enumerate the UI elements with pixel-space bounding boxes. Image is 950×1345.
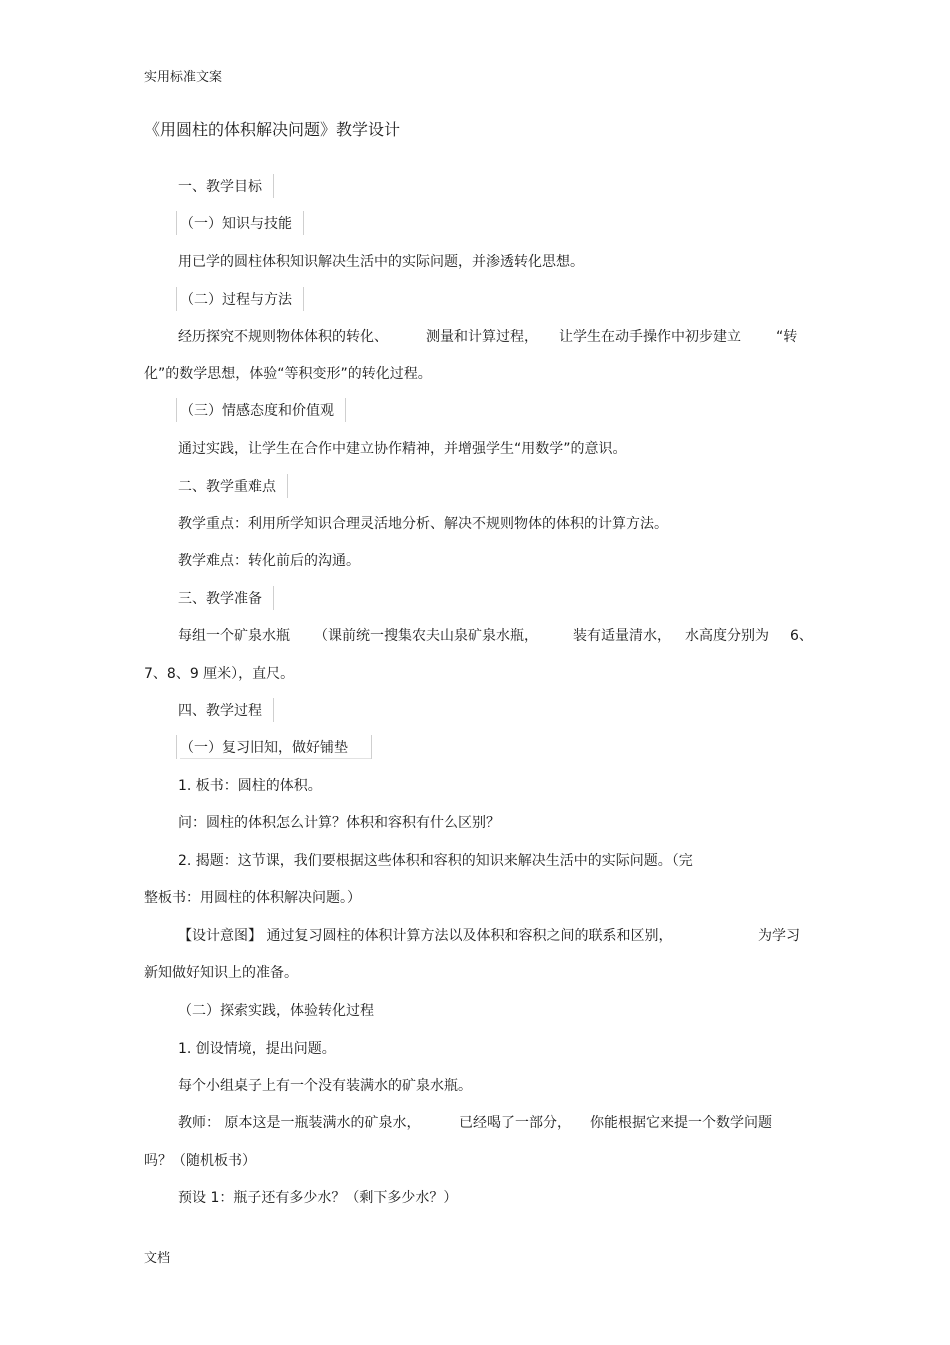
section-heading-process: 四、教学过程 bbox=[178, 701, 274, 721]
subheading-process-methods: （二）过程与方法 bbox=[180, 290, 304, 310]
section-heading-goals: 一、教学目标 bbox=[178, 177, 274, 197]
page-footer: 文档 bbox=[144, 1251, 171, 1266]
paragraph-process-a: 经历探究不规则物体体积的转化、 bbox=[178, 329, 388, 345]
subheading-attitude-values: （三）情感态度和价值观 bbox=[180, 401, 346, 421]
paragraph-key-point: 教学重点：利用所学知识合理灵活地分析、解决不规则物体的体积的计算方法。 bbox=[178, 516, 668, 532]
paragraph-preparation-f: 7、8、9 厘米），直尺。 bbox=[144, 666, 295, 682]
paragraph-teacher-d: 吗？（随机板书） bbox=[144, 1153, 256, 1169]
list-item-create-scenario: 1. 创设情境，提出问题。 bbox=[178, 1041, 336, 1057]
page-header: 实用标准文案 bbox=[144, 70, 223, 85]
subheading-explore: （二）探索实践，体验转化过程 bbox=[178, 1003, 374, 1019]
section-heading-key-difficult: 二、教学重难点 bbox=[178, 477, 288, 497]
paragraph-knowledge-skills: 用已学的圆柱体积知识解决生活中的实际问题，并渗透转化思想。 bbox=[178, 254, 584, 270]
paragraph-preparation-a: 每组一个矿泉水瓶 bbox=[178, 628, 290, 644]
paragraph-preparation-d: 水高度分别为 bbox=[685, 628, 769, 644]
paragraph-teacher-c: 你能根据它来提一个数学问题 bbox=[590, 1115, 772, 1131]
paragraph-process-e: 化”的数学思想，体验“等积变形”的转化过程。 bbox=[144, 366, 432, 382]
paragraph-teacher-b: 已经喝了一部分， bbox=[459, 1115, 571, 1131]
paragraph-question: 问：圆柱的体积怎么计算？体积和容积有什么区别？ bbox=[178, 815, 500, 831]
subheading-knowledge-skills: （一）知识与技能 bbox=[180, 214, 304, 234]
paragraph-difficult-point: 教学难点：转化前后的沟通。 bbox=[178, 553, 360, 569]
paragraph-teacher-a: 教师： 原本这是一瓶装满水的矿泉水， bbox=[178, 1115, 421, 1131]
paragraph-attitude-values: 通过实践，让学生在合作中建立协作精神，并增强学生“用数学”的意识。 bbox=[178, 441, 627, 457]
subheading-review: （一）复习旧知，做好铺垫 bbox=[180, 738, 372, 759]
document-title: 《用圆柱的体积解决问题》教学设计 bbox=[144, 120, 401, 139]
paragraph-preparation-b: （课前统一搜集农夫山泉矿泉水瓶， bbox=[314, 628, 538, 644]
paragraph-preparation-e: 6、 bbox=[790, 628, 813, 644]
paragraph-bottle: 每个小组桌子上有一个没有装满水的矿泉水瓶。 bbox=[178, 1078, 472, 1094]
list-item-reveal-topic-b: 整板书：用圆柱的体积解决问题。） bbox=[144, 890, 361, 906]
paragraph-process-d: “转 bbox=[776, 329, 798, 345]
paragraph-design-intent-c: 新知做好知识上的准备。 bbox=[144, 965, 298, 981]
list-item-reveal-topic-a: 2. 揭题：这节课，我们要根据这些体积和容积的知识来解决生活中的实际问题。（完 bbox=[178, 853, 693, 869]
paragraph-process-b: 测量和计算过程， bbox=[426, 329, 538, 345]
section-heading-preparation: 三、教学准备 bbox=[178, 589, 274, 609]
paragraph-process-c: 让学生在动手操作中初步建立 bbox=[559, 329, 741, 345]
paragraph-preset-1: 预设 1：瓶子还有多少水？（剩下多少水？） bbox=[178, 1190, 458, 1206]
paragraph-preparation-c: 装有适量清水， bbox=[573, 628, 671, 644]
paragraph-design-intent-a: 【设计意图】 通过复习圆柱的体积计算方法以及体积和容积之间的联系和区别， bbox=[178, 928, 673, 944]
paragraph-design-intent-b: 为学习 bbox=[758, 928, 800, 944]
list-item-board-writing: 1. 板书：圆柱的体积。 bbox=[178, 778, 322, 794]
